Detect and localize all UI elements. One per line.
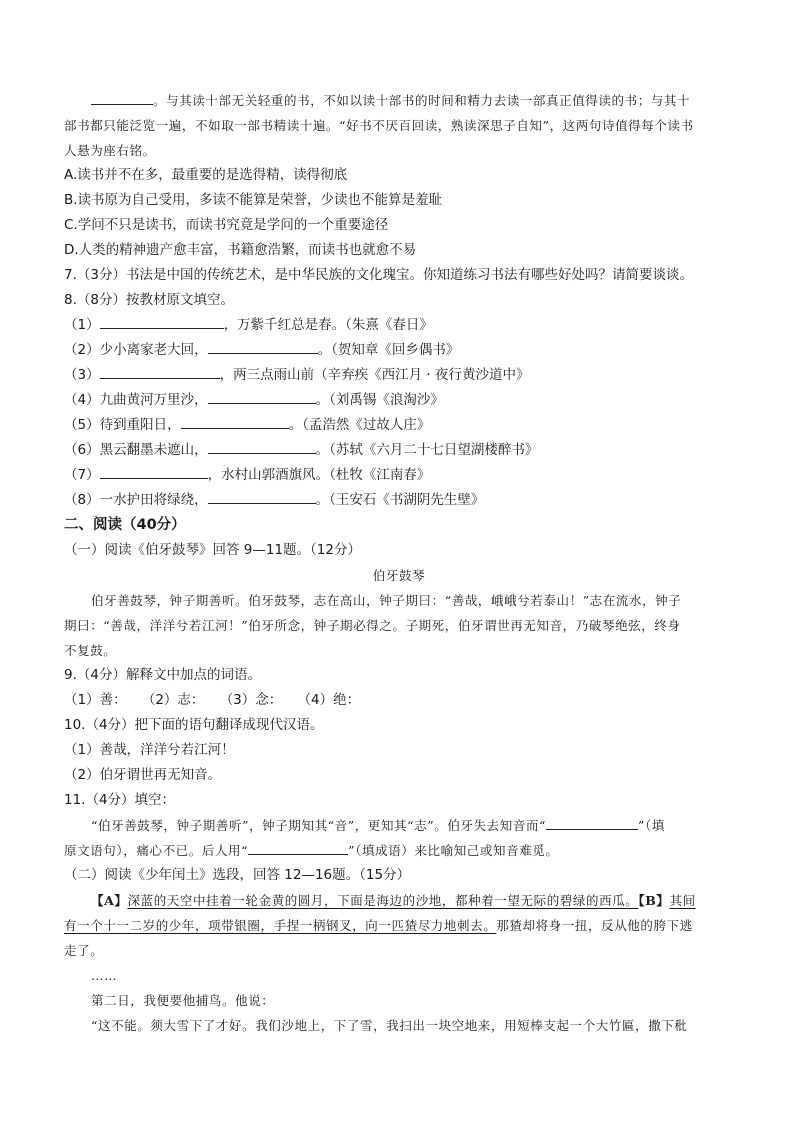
passage2-line-5: “这不能。须大雪下了才好。我们沙地上，下了雪，我扫出一块空地来，用短棒支起一个大竹匾，撒下秕 — [91, 1018, 688, 1033]
q8-item-1: （1） ，万紫千红总是春。（朱熹《春日》 — [64, 313, 734, 338]
marker-b: 【B】 — [638, 893, 670, 908]
question-10: 10.（4分）把下面的语句翻译成现代汉语。 — [64, 717, 324, 733]
q6-option-c: C.学问不只是读书，而读书究竟是学问的一个重要途径 — [64, 217, 389, 233]
q8-blank-8[interactable] — [208, 489, 316, 504]
q9-item-1: （1）善： — [64, 692, 127, 708]
q6-passage-line-1: 。与其读十部无关轻重的书，不如以读十部书的时间和精力去读一部真正值得读的书；与其十 — [64, 88, 734, 113]
q10-item-1: （1）善哉，洋洋兮若江河！ — [64, 742, 235, 758]
q8-item-3: （3） ，两三点雨山前（辛弃疾《西江月 · 夜行黄沙道中》 — [64, 363, 734, 388]
q11-line-1: “伯牙善鼓琴，钟子期善听”，钟子期知其“音”，更知其“志”。伯牙失去知音而“ ”（填 — [64, 813, 734, 838]
q8-item-8: （8）一水护田将绿绕， 。（王安石《书湖阴先生壁》 — [64, 488, 734, 513]
q8-blank-6[interactable] — [208, 439, 316, 454]
exam-page — [64, 88, 734, 1038]
section-2-heading: 二、阅读（40分） — [64, 517, 186, 533]
q6-option-d: D.人类的精神遗产愈丰富，书籍愈浩繁，而读书也就愈不易 — [64, 242, 417, 258]
part-2-intro: （二）阅读《少年闰土》选段，回答 12—16题。（15分） — [64, 867, 411, 883]
q11-line-2: 原文语句），痛心不已。后人用“ ”（填成语）来比喻知己或知音难觅。 — [64, 838, 734, 863]
passage2-line-4: 第二日，我便要他捕鸟。他说： — [91, 993, 275, 1008]
q6-blank[interactable] — [91, 90, 153, 105]
q8-item-7: （7） ，水村山郭酒旗风。（杜牧《江南春》 — [64, 463, 734, 488]
q9-item-4: （4）绝： — [304, 692, 361, 708]
q8-item-2: （2）少小离家老大回， 。（贺知章《回乡偶书》 — [64, 338, 734, 363]
q8-item-4: （4）九曲黄河万里沙， 。（刘禹锡《浪淘沙》 — [64, 388, 734, 413]
q8-item-5: （5）待到重阳日， 。（孟浩然《过故人庄》 — [64, 413, 734, 438]
q11-blank-1[interactable] — [546, 815, 638, 830]
question-7: 7.（3分）书法是中国的传统艺术，是中华民族的文化瑰宝。你知道练习书法有哪些好处吗？请简要谈谈。 — [64, 267, 693, 283]
passage-line-3: 不复鼓。 — [64, 643, 117, 658]
passage2-line-3: 走了。 — [64, 943, 104, 958]
q8-item-6: （6）黑云翻墨未遮山， 。（苏轼《六月二十七日望湖楼醉书》 — [64, 438, 734, 463]
q8-blank-2[interactable] — [208, 339, 318, 354]
passage2-sentence-a: 深蓝的天空中挂着一轮金黄的圆月，下面是海边的沙地，都种着一望无际的碧绿的西瓜。 — [127, 893, 639, 908]
passage-line-2: 期曰：“善哉，洋洋兮若江河！”伯牙所念，钟子期必得之。子期死，伯牙谓世再无知音，乃破琴绝弦，终身 — [64, 618, 681, 633]
q9-items — [64, 688, 734, 713]
q6-option-a: A.读书并不在多，最重要的是选得精，读得彻底 — [64, 167, 348, 183]
passage2-sentence-b: 有一个十一二岁的少年，项带银圈，手捏一柄钢叉，向一匹猹尽力地刺去。 — [64, 918, 497, 933]
question-11: 11.（4分）填空： — [64, 792, 176, 808]
passage-title: 伯牙鼓琴 — [372, 568, 426, 583]
q6-passage-line-2: 部书都只能泛览一遍，不如取一部书精读十遍。“好书不厌百回读，熟读深思子自知”，这两句诗值得每个读书 — [64, 118, 694, 133]
passage2-line-1: 【A】深蓝的天空中挂着一轮金黄的圆月，下面是海边的沙地，都种着一望无际的碧绿的西瓜。【B】其间 — [91, 893, 696, 908]
q6-option-b: B.读书原为自己受用，多读不能算是荣誉，少读也不能算是羞耻 — [64, 192, 443, 208]
q8-blank-4[interactable] — [208, 389, 316, 404]
ellipsis: …… — [91, 968, 118, 983]
q9-item-3: （3）念： — [226, 692, 283, 708]
q8-blank-1[interactable] — [100, 314, 224, 329]
q11-blank-2[interactable] — [248, 840, 348, 855]
question-8-title: 8.（8分）按教材原文填空。 — [64, 292, 234, 308]
q8-blank-5[interactable] — [181, 414, 289, 429]
question-9: 9.（4分）解释文中加点的词语。 — [64, 667, 261, 683]
passage-line-1: 伯牙善鼓琴，钟子期善听。伯牙鼓琴，志在高山，钟子期曰：“善哉，峨峨兮若泰山！”志在流水，钟子 — [91, 593, 682, 608]
passage2-line-2: 有一个十一二岁的少年，项带银圈，手捏一柄钢叉，向一匹猹尽力地刺去。那猹却将身一扭，反从他的胯下逃 — [64, 918, 693, 933]
q9-item-2: （2）志： — [148, 692, 205, 708]
q10-item-2: （2）伯牙谓世再无知音。 — [64, 767, 222, 783]
q8-blank-7[interactable] — [100, 464, 208, 479]
marker-a: 【A】 — [91, 893, 128, 908]
q8-blank-3[interactable] — [100, 364, 220, 379]
q6-passage-line-3: 人悬为座右铭。 — [64, 143, 156, 158]
part-1-intro: （一）阅读《伯牙鼓琴》回答 9—11题。（12分） — [64, 542, 361, 558]
